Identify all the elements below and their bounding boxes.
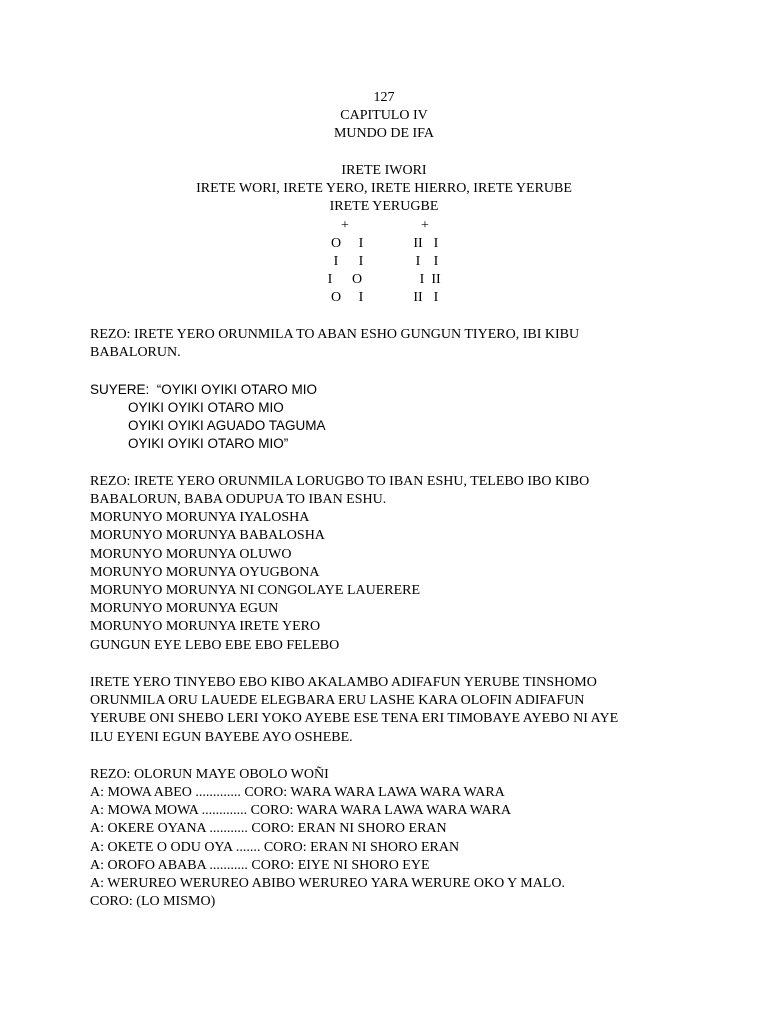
odu-mark: O: [330, 290, 342, 305]
text-line: OYIKI OYIKI OTARO MIO”: [128, 436, 289, 451]
text-line: MORUNYO MORUNYA IYALOSHA: [90, 510, 310, 525]
text-line: MORUNYO MORUNYA OLUWO: [90, 547, 292, 562]
odu-mark: I: [433, 236, 439, 251]
odu-mark: I: [327, 272, 333, 287]
text-line: REZO: IRETE YERO ORUNMILA TO ABAN ESHO GUNGUN TIYERO, IBI KIBU: [90, 327, 580, 342]
text-line: MORUNYO MORUNYA NI CONGOLAYE LAUERERE: [90, 583, 421, 598]
text-line: YERUBE ONI SHEBO LERI YOKO AYEBE ESE TENA ERI TIMOBAYE AYEBO NI AYE: [90, 711, 619, 726]
text-line: GUNGUN EYE LEBO EBE EBO FELEBO: [90, 638, 340, 653]
odu-mark: I: [358, 290, 364, 305]
text-line: A: MOWA MOWA ............. CORO: WARA WARA LAWA WARA WARA: [90, 803, 511, 818]
odu-mark: II: [413, 236, 423, 251]
text-line: IRETE YERO TINYEBO EBO KIBO AKALAMBO ADIFAFUN YERUBE TINSHOMO: [90, 675, 597, 690]
odu-mark: I: [433, 254, 439, 269]
odu-mark: I: [333, 254, 339, 269]
sign-alias-2: IRETE YERUGBE: [329, 199, 439, 214]
text-line: CORO: (LO MISMO): [90, 894, 216, 909]
odu-mark: II: [413, 290, 423, 305]
text-line: OYIKI OYIKI AGUADO TAGUMA: [128, 418, 326, 433]
text-line: A: MOWA ABEO ............. CORO: WARA WARA LAWA WARA WARA: [90, 785, 505, 800]
text-line: REZO: OLORUN MAYE OBOLO WOÑI: [90, 767, 329, 782]
text-line: BABALORUN.: [90, 345, 181, 360]
odu-mark: O: [330, 236, 342, 251]
text-line: A: WERUREO WERUREO ABIBO WERUREO YARA WERURE OKO Y MALO.: [90, 876, 565, 891]
odu-mark: I: [358, 254, 364, 269]
odu-mark: I: [415, 254, 421, 269]
text-line: ORUNMILA ORU LAUEDE ELEGBARA ERU LASHE KARA OLOFIN ADIFAFUN: [90, 693, 585, 708]
text-line: SUYERE: “OYIKI OYIKI OTARO MIO: [90, 382, 318, 397]
odu-mark: I: [419, 272, 425, 287]
text-line: MORUNYO MORUNYA EGUN: [90, 601, 279, 616]
odu-mark: II: [431, 272, 441, 287]
sign-aliases: IRETE WORI, IRETE YERO, IRETE HIERRO, IRETE YERUBE: [196, 181, 572, 196]
text-line: REZO: IRETE YERO ORUNMILA LORUGBO TO IBAN ESHU, TELEBO IBO KIBO: [90, 474, 590, 489]
page-number: 127: [373, 90, 395, 105]
odu-mark: I: [433, 290, 439, 305]
text-line: MORUNYO MORUNYA BABALOSHA: [90, 528, 325, 543]
text-line: BABALORUN, BABA ODUPUA TO IBAN ESHU.: [90, 492, 387, 507]
text-line: OYIKI OYIKI OTARO MIO: [128, 400, 284, 415]
text-line: MORUNYO MORUNYA OYUGBONA: [90, 565, 320, 580]
text-line: A: OKETE O ODU OYA ....... CORO: ERAN NI SHORO ERAN: [90, 840, 460, 855]
odu-plus-left: +: [341, 218, 349, 233]
chapter-heading: CAPITULO IV: [340, 108, 428, 123]
book-title: MUNDO DE IFA: [333, 126, 435, 141]
odu-mark: O: [351, 272, 363, 287]
text-line: A: OROFO ABABA ........... CORO: EIYE NI SHORO EYE: [90, 858, 430, 873]
text-line: A: OKERE OYANA ........... CORO: ERAN NI SHORO ERAN: [90, 821, 447, 836]
odu-plus-right: +: [421, 218, 429, 233]
sign-name: IRETE IWORI: [341, 163, 427, 178]
text-line: MORUNYO MORUNYA IRETE YERO: [90, 619, 321, 634]
text-line: ILU EYENI EGUN BAYEBE AYO OSHEBE.: [90, 730, 353, 745]
odu-mark: I: [358, 236, 364, 251]
